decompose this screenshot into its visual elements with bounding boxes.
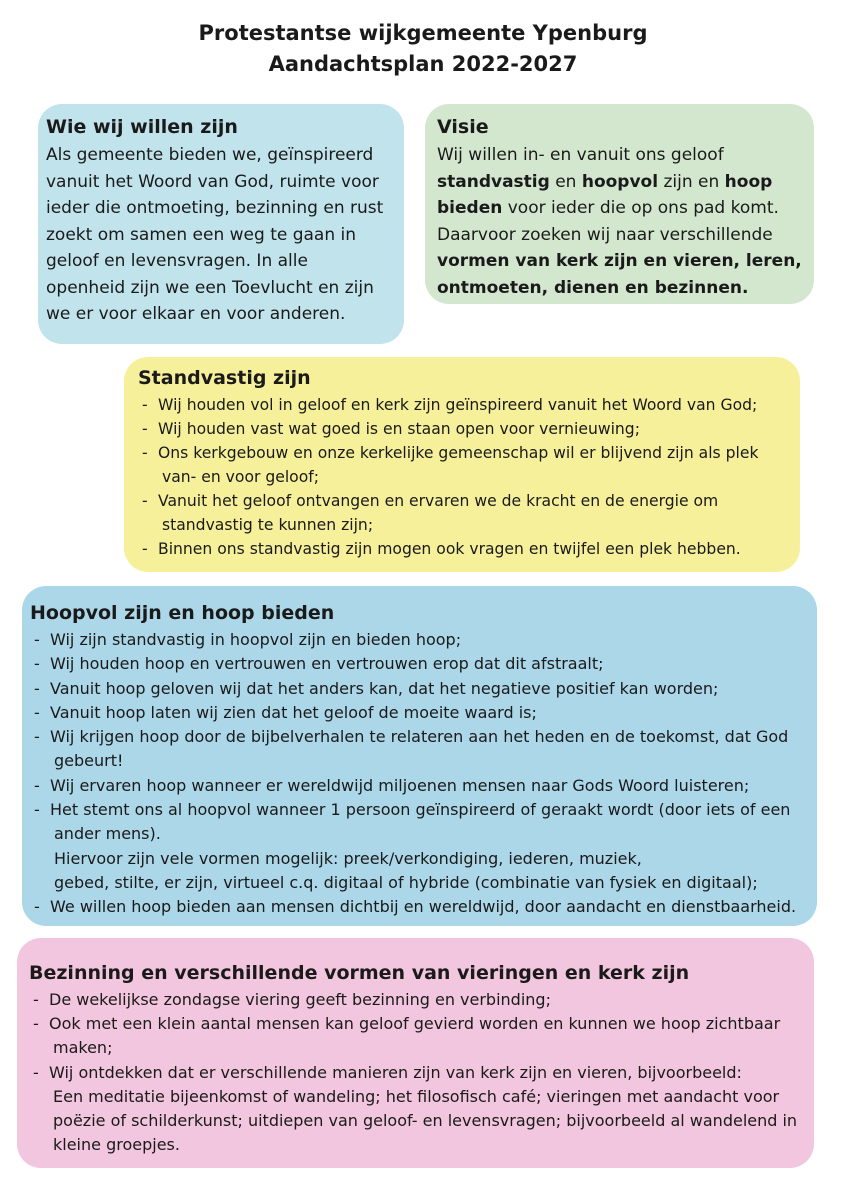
text-line	[437, 275, 806, 302]
list-item-text: - Wij ervaren hoop wanneer er wereldwijd miljoenen mensen naar Gods Woord luisteren;	[50, 775, 750, 795]
box-wie-wij-willen-zijn	[38, 104, 404, 344]
list-item-text: gebed, stilte, er zijn, virtueel c.q. digitaal of hybride (combinatie van fysiek en digitaal);	[54, 872, 758, 892]
text-line: ieder die ontmoeting, bezinning en rust	[46, 198, 384, 218]
list-item-text: - Wij krijgen hoop door de bijbelverhalen te relateren aan het heden en de toekomst, dat God	[50, 727, 789, 747]
text-line: geloof en levensvragen. In alle	[46, 251, 308, 271]
list-item	[30, 628, 811, 652]
list-item-text: - Binnen ons standvastig zijn mogen ook vragen en twijfel een plek hebben.	[158, 540, 741, 558]
list-item-text: poëzie of schilderkunst; uitdiepen van geloof- en levensvragen; bijvoorbeeld al wandelend in	[53, 1111, 798, 1131]
text-line: Als gemeente bieden we, geïnspireerd	[46, 145, 374, 165]
bold-text: ontmoeten, dienen en bezinnen.	[437, 277, 749, 298]
bold-text: standvastig	[437, 171, 550, 192]
list-item-text: Een meditatie bijeenkomst of wandeling; het filosofisch café; vieringen met aandacht voor	[53, 1086, 780, 1106]
list-item-text: standvastig te kunnen zijn;	[162, 516, 374, 534]
bold-text: bieden	[437, 198, 503, 218]
text-line: zoekt om samen een weg te gaan in	[46, 224, 357, 245]
text-line: openheid zijn we een Toevlucht en zijn	[46, 277, 374, 298]
list-item	[138, 393, 790, 417]
list-item	[138, 417, 790, 441]
bold-text: vormen van kerk zijn en vieren, leren,	[437, 251, 802, 271]
list-item-text: maken;	[53, 1038, 113, 1058]
box-visie	[425, 104, 814, 304]
section-heading: Visie	[437, 116, 489, 138]
list-item-text: - De wekelijkse zondagse viering geeft bezinning en verbinding;	[49, 990, 551, 1009]
text-line: Wij willen in- en vanuit ons geloof	[437, 145, 724, 165]
list-item-text: - Wij ontdekken dat er verschillende manieren zijn van kerk zijn en vieren, bijvoorbeeld:	[49, 1062, 742, 1082]
text-line	[437, 195, 806, 222]
list-item-text: - Ons kerkgebouw en onze kerkelijke gemeenschap wil er blijvend zijn als plek	[158, 444, 759, 462]
list-item-text: ander mens).	[54, 824, 161, 844]
list-item	[30, 895, 811, 919]
list-item	[138, 441, 790, 489]
list-item-text: kleine groepjes.	[53, 1135, 180, 1155]
list-item	[30, 652, 811, 676]
list-item-text: - Vanuit hoop geloven wij dat het anders kan, dat het negatieve positief kan worden;	[50, 678, 719, 698]
list-item-text: - Het stemt ons al hoopvol wanneer 1 persoon geïnspireerd of geraakt wordt (door iets of een	[50, 800, 791, 820]
list-item	[30, 774, 811, 798]
section-heading: Bezinning en verschillende vormen van vieringen en kerk zijn	[29, 962, 690, 984]
list-item	[30, 701, 811, 725]
list-item	[29, 988, 808, 1012]
section-heading: Hoopvol zijn en hoop bieden	[30, 602, 335, 624]
text-line: Daarvoor zoeken wij naar verschillende	[437, 224, 773, 245]
text: zijn en	[658, 171, 725, 192]
text-line: vanuit het Woord van God, ruimte voor	[46, 171, 379, 192]
list-item-text: - Wij zijn standvastig in hoopvol zijn en bieden hoop;	[50, 630, 462, 649]
list-item	[138, 537, 790, 561]
text-line: we er voor elkaar en voor anderen.	[46, 304, 346, 324]
list-item-text: - Vanuit het geloof ontvangen en ervaren we de kracht en de energie om	[158, 492, 719, 510]
list-item-text: - Vanuit hoop laten wij zien dat het geloof de moeite waard is;	[50, 702, 537, 722]
section-text	[437, 142, 806, 301]
list-item	[30, 677, 811, 701]
page-title	[0, 18, 846, 80]
list-item-text: van- en voor geloof;	[162, 468, 320, 486]
section-heading: Wie wij willen zijn	[46, 116, 238, 138]
section-heading: Standvastig zijn	[138, 367, 311, 389]
box-bezinning	[17, 938, 814, 1168]
list-item-text: - Wij houden vast wat goed is en staan open voor vernieuwing;	[158, 420, 640, 438]
bullet-list	[138, 393, 790, 561]
list-item	[29, 1061, 808, 1158]
box-standvastig-zijn	[124, 357, 800, 572]
text-line	[437, 248, 806, 275]
bold-text: hoopvol	[581, 171, 659, 192]
list-item	[138, 489, 790, 537]
text: en	[549, 171, 582, 192]
text-line	[437, 169, 806, 196]
list-item	[30, 798, 811, 895]
list-item-text: - We willen hoop bieden aan mensen dichtbij en wereldwijd, door aandacht en dienstbaarheid.	[50, 897, 797, 917]
list-item-text: - Wij houden vol in geloof en kerk zijn geïnspireerd vanuit het Woord van God;	[158, 396, 758, 414]
title-line-1: Protestantse wijkgemeente Ypenburg	[198, 21, 648, 45]
list-item-text: - Wij houden hoop en vertrouwen en vertrouwen erop dat dit afstraalt;	[50, 654, 604, 674]
list-item-text: Hiervoor zijn vele vormen mogelijk: preek/verkondiging, iederen, muziek,	[54, 848, 642, 868]
list-item-text: - Ook met een klein aantal mensen kan geloof gevierd worden en kunnen we hoop zichtbaar	[49, 1014, 781, 1034]
bullet-list	[29, 988, 808, 1157]
box-hoopvol-zijn	[22, 586, 817, 926]
text: voor ieder die op ons pad komt.	[502, 198, 779, 218]
title-line-2: Aandachtsplan 2022-2027	[268, 52, 578, 76]
section-text	[46, 142, 396, 328]
list-item	[29, 1012, 808, 1060]
list-item	[30, 725, 811, 774]
bold-text: hoop	[724, 171, 773, 192]
list-item-text: gebeurt!	[54, 751, 124, 771]
bullet-list	[30, 628, 811, 920]
